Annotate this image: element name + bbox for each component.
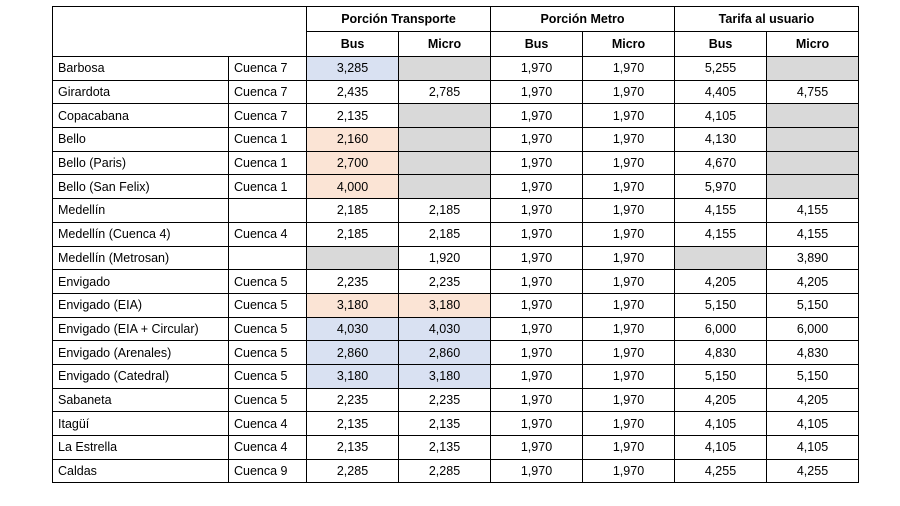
- row-name-cell: Medellín: [53, 199, 229, 223]
- metro-micro-cell: 1,970: [583, 175, 675, 199]
- transporte-bus-cell: 2,135: [307, 436, 399, 460]
- table-row: [53, 436, 859, 460]
- row-name-cell: Envigado (EIA): [53, 293, 229, 317]
- tarifa-bus-cell: 6,000: [675, 317, 767, 341]
- tarifa-micro-cell: 4,105: [767, 412, 859, 436]
- transporte-bus-cell: 4,000: [307, 175, 399, 199]
- table-row: [53, 128, 859, 152]
- table-row: [53, 199, 859, 223]
- tarifa-micro-cell: [767, 104, 859, 128]
- table-row: [53, 412, 859, 436]
- row-cuenca-cell: Cuenca 4: [229, 222, 307, 246]
- transporte-bus-cell: 2,435: [307, 80, 399, 104]
- metro-bus-cell: 1,970: [491, 151, 583, 175]
- metro-bus-cell: 1,970: [491, 128, 583, 152]
- metro-bus-cell: 1,970: [491, 341, 583, 365]
- row-cuenca-cell: Cuenca 5: [229, 293, 307, 317]
- row-cuenca-cell: Cuenca 5: [229, 341, 307, 365]
- metro-micro-cell: 1,970: [583, 293, 675, 317]
- transporte-micro-cell: [399, 151, 491, 175]
- header-group-metro: Porción Metro: [491, 7, 675, 32]
- header-group-tarifa: Tarifa al usuario: [675, 7, 859, 32]
- transporte-micro-cell: 2,235: [399, 388, 491, 412]
- transporte-bus-cell: 2,185: [307, 199, 399, 223]
- metro-micro-cell: 1,970: [583, 341, 675, 365]
- metro-bus-cell: 1,970: [491, 293, 583, 317]
- tarifa-micro-cell: 5,150: [767, 293, 859, 317]
- transporte-micro-cell: 2,235: [399, 270, 491, 294]
- table-row: [53, 80, 859, 104]
- metro-bus-cell: 1,970: [491, 388, 583, 412]
- metro-micro-cell: 1,970: [583, 388, 675, 412]
- transporte-micro-cell: 3,180: [399, 364, 491, 388]
- metro-micro-cell: 1,970: [583, 222, 675, 246]
- metro-bus-cell: 1,970: [491, 80, 583, 104]
- row-name-cell: Envigado (Catedral): [53, 364, 229, 388]
- tarifa-micro-cell: [767, 175, 859, 199]
- row-cuenca-cell: Cuenca 7: [229, 80, 307, 104]
- metro-bus-cell: 1,970: [491, 270, 583, 294]
- tarifa-micro-cell: 4,830: [767, 341, 859, 365]
- tarifa-bus-cell: 4,670: [675, 151, 767, 175]
- tarifa-micro-cell: [767, 57, 859, 81]
- row-cuenca-cell: [229, 246, 307, 270]
- metro-micro-cell: 1,970: [583, 436, 675, 460]
- transporte-micro-cell: 2,135: [399, 436, 491, 460]
- transporte-bus-cell: 2,160: [307, 128, 399, 152]
- metro-micro-cell: 1,970: [583, 151, 675, 175]
- transporte-micro-cell: 2,285: [399, 459, 491, 483]
- metro-micro-cell: 1,970: [583, 246, 675, 270]
- tarifa-micro-cell: [767, 151, 859, 175]
- transporte-bus-cell: 3,285: [307, 57, 399, 81]
- tarifa-bus-cell: 5,150: [675, 293, 767, 317]
- transporte-micro-cell: [399, 128, 491, 152]
- tarifa-bus-cell: 5,255: [675, 57, 767, 81]
- row-cuenca-cell: Cuenca 5: [229, 388, 307, 412]
- subheader-tarifa-bus: Bus: [675, 32, 767, 57]
- tarifa-bus-cell: 4,405: [675, 80, 767, 104]
- table-row: [53, 459, 859, 483]
- table-row: [53, 388, 859, 412]
- metro-bus-cell: 1,970: [491, 222, 583, 246]
- tarifa-bus-cell: 4,830: [675, 341, 767, 365]
- table-row: [53, 57, 859, 81]
- tarifa-micro-cell: [767, 128, 859, 152]
- tarifa-micro-cell: 5,150: [767, 364, 859, 388]
- table-row: [53, 151, 859, 175]
- transporte-micro-cell: 3,180: [399, 293, 491, 317]
- row-name-cell: Envigado (Arenales): [53, 341, 229, 365]
- row-name-cell: Barbosa: [53, 57, 229, 81]
- row-name-cell: Copacabana: [53, 104, 229, 128]
- transporte-micro-cell: 2,185: [399, 199, 491, 223]
- transporte-bus-cell: 2,860: [307, 341, 399, 365]
- row-name-cell: Itagüí: [53, 412, 229, 436]
- transporte-micro-cell: 2,785: [399, 80, 491, 104]
- transporte-bus-cell: 4,030: [307, 317, 399, 341]
- tarifa-bus-cell: 4,155: [675, 222, 767, 246]
- row-cuenca-cell: Cuenca 1: [229, 151, 307, 175]
- row-cuenca-cell: Cuenca 1: [229, 128, 307, 152]
- metro-micro-cell: 1,970: [583, 80, 675, 104]
- tarifa-micro-cell: 4,155: [767, 199, 859, 223]
- tarifa-micro-cell: 4,205: [767, 388, 859, 412]
- transporte-micro-cell: 2,860: [399, 341, 491, 365]
- row-name-cell: Bello (San Felix): [53, 175, 229, 199]
- transporte-micro-cell: 4,030: [399, 317, 491, 341]
- transporte-bus-cell: 2,135: [307, 412, 399, 436]
- transporte-micro-cell: 2,185: [399, 222, 491, 246]
- row-name-cell: Envigado (EIA + Circular): [53, 317, 229, 341]
- tarifa-bus-cell: 5,970: [675, 175, 767, 199]
- transporte-micro-cell: [399, 104, 491, 128]
- metro-micro-cell: 1,970: [583, 57, 675, 81]
- tarifa-bus-cell: [675, 246, 767, 270]
- tarifa-bus-cell: 4,105: [675, 436, 767, 460]
- row-cuenca-cell: Cuenca 7: [229, 104, 307, 128]
- metro-micro-cell: 1,970: [583, 199, 675, 223]
- subheader-transporte-micro: Micro: [399, 32, 491, 57]
- tarifa-micro-cell: 4,255: [767, 459, 859, 483]
- tarifa-micro-cell: 4,105: [767, 436, 859, 460]
- tarifa-micro-cell: 3,890: [767, 246, 859, 270]
- row-cuenca-cell: Cuenca 7: [229, 57, 307, 81]
- transporte-bus-cell: 2,235: [307, 388, 399, 412]
- metro-bus-cell: 1,970: [491, 104, 583, 128]
- transporte-bus-cell: 2,285: [307, 459, 399, 483]
- row-name-cell: Medellín (Metrosan): [53, 246, 229, 270]
- tarifa-micro-cell: 4,155: [767, 222, 859, 246]
- tarifa-micro-cell: 6,000: [767, 317, 859, 341]
- fare-table: [52, 6, 859, 483]
- table-row: [53, 175, 859, 199]
- transporte-bus-cell: [307, 246, 399, 270]
- tarifa-bus-cell: 4,105: [675, 412, 767, 436]
- table-row: [53, 317, 859, 341]
- row-name-cell: Girardota: [53, 80, 229, 104]
- row-cuenca-cell: Cuenca 1: [229, 175, 307, 199]
- row-cuenca-cell: Cuenca 4: [229, 412, 307, 436]
- metro-micro-cell: 1,970: [583, 412, 675, 436]
- row-cuenca-cell: Cuenca 5: [229, 364, 307, 388]
- metro-bus-cell: 1,970: [491, 459, 583, 483]
- transporte-micro-cell: 1,920: [399, 246, 491, 270]
- transporte-micro-cell: [399, 57, 491, 81]
- tarifa-bus-cell: 4,205: [675, 388, 767, 412]
- metro-bus-cell: 1,970: [491, 412, 583, 436]
- tarifa-bus-cell: 4,155: [675, 199, 767, 223]
- metro-bus-cell: 1,970: [491, 364, 583, 388]
- subheader-transporte-bus: Bus: [307, 32, 399, 57]
- transporte-bus-cell: 2,700: [307, 151, 399, 175]
- tarifa-bus-cell: 4,130: [675, 128, 767, 152]
- metro-bus-cell: 1,970: [491, 57, 583, 81]
- row-name-cell: Medellín (Cuenca 4): [53, 222, 229, 246]
- metro-micro-cell: 1,970: [583, 364, 675, 388]
- metro-micro-cell: 1,970: [583, 128, 675, 152]
- tarifa-bus-cell: 5,150: [675, 364, 767, 388]
- metro-micro-cell: 1,970: [583, 459, 675, 483]
- row-name-cell: Sabaneta: [53, 388, 229, 412]
- table-row: [53, 270, 859, 294]
- tarifa-micro-cell: 4,755: [767, 80, 859, 104]
- header-group-transporte: Porción Transporte: [307, 7, 491, 32]
- tarifa-bus-cell: 4,255: [675, 459, 767, 483]
- transporte-micro-cell: 2,135: [399, 412, 491, 436]
- metro-micro-cell: 1,970: [583, 317, 675, 341]
- row-cuenca-cell: Cuenca 4: [229, 436, 307, 460]
- table-row: [53, 341, 859, 365]
- metro-bus-cell: 1,970: [491, 317, 583, 341]
- metro-bus-cell: 1,970: [491, 436, 583, 460]
- row-cuenca-cell: Cuenca 5: [229, 270, 307, 294]
- metro-micro-cell: 1,970: [583, 104, 675, 128]
- row-name-cell: La Estrella: [53, 436, 229, 460]
- transporte-bus-cell: 2,135: [307, 104, 399, 128]
- header-group-row: [53, 7, 859, 32]
- subheader-tarifa-micro: Micro: [767, 32, 859, 57]
- row-cuenca-cell: [229, 199, 307, 223]
- row-cuenca-cell: Cuenca 5: [229, 317, 307, 341]
- table-body: [53, 57, 859, 483]
- table-row: [53, 104, 859, 128]
- transporte-bus-cell: 3,180: [307, 364, 399, 388]
- table-row: [53, 246, 859, 270]
- metro-bus-cell: 1,970: [491, 246, 583, 270]
- table-row: [53, 364, 859, 388]
- transporte-bus-cell: 3,180: [307, 293, 399, 317]
- metro-bus-cell: 1,970: [491, 175, 583, 199]
- row-name-cell: Bello (Paris): [53, 151, 229, 175]
- row-name-cell: Caldas: [53, 459, 229, 483]
- metro-micro-cell: 1,970: [583, 270, 675, 294]
- table-row: [53, 293, 859, 317]
- tarifa-micro-cell: 4,205: [767, 270, 859, 294]
- transporte-micro-cell: [399, 175, 491, 199]
- transporte-bus-cell: 2,235: [307, 270, 399, 294]
- row-name-cell: Envigado: [53, 270, 229, 294]
- header-empty-corner: [53, 7, 307, 57]
- subheader-metro-bus: Bus: [491, 32, 583, 57]
- table-row: [53, 222, 859, 246]
- row-cuenca-cell: Cuenca 9: [229, 459, 307, 483]
- tarifa-bus-cell: 4,105: [675, 104, 767, 128]
- subheader-metro-micro: Micro: [583, 32, 675, 57]
- metro-bus-cell: 1,970: [491, 199, 583, 223]
- row-name-cell: Bello: [53, 128, 229, 152]
- transporte-bus-cell: 2,185: [307, 222, 399, 246]
- tarifa-bus-cell: 4,205: [675, 270, 767, 294]
